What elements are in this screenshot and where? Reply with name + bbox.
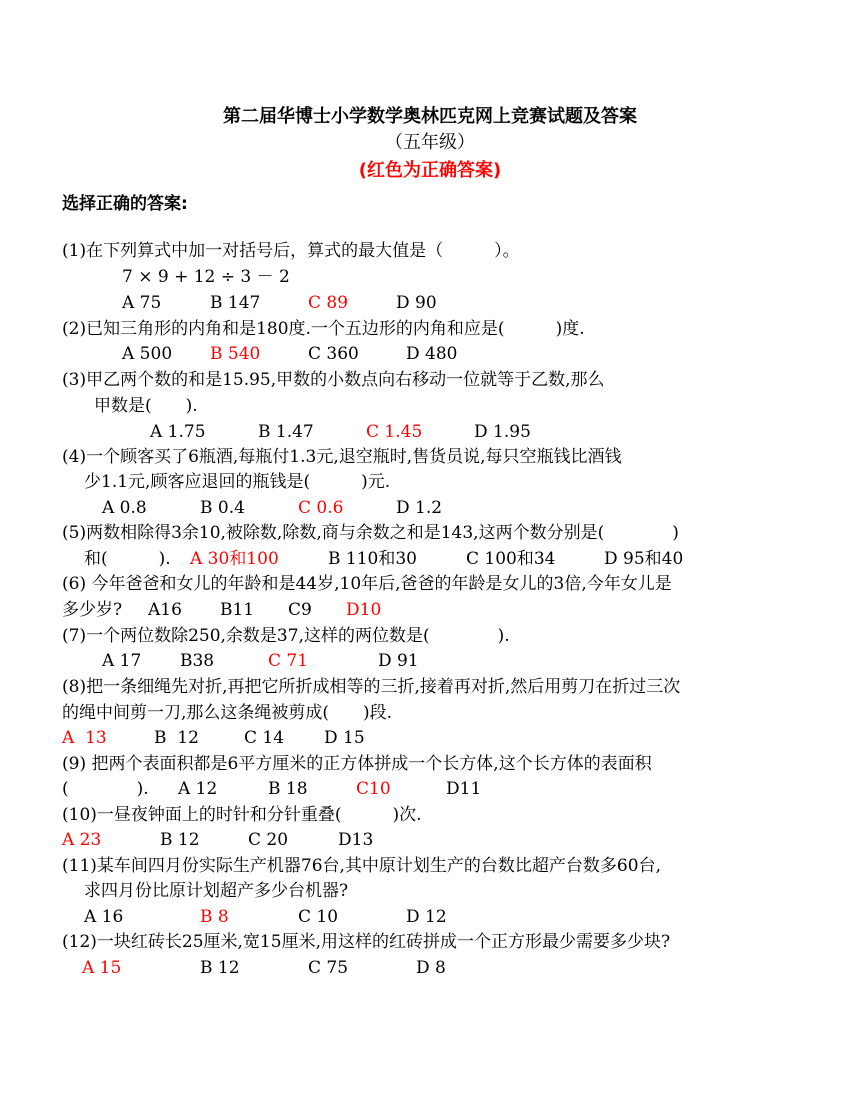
question-1-expression: 7 × 9 + 12 ÷ 3 － 2 (122, 267, 290, 287)
question-5-stem: (5)两数相除得3余10,被除数,除数,商与余数之和是143,这两个数分别是( ) (62, 523, 679, 543)
question-1-stem: (1)在下列算式中加一对括号后，算式的最大值是（ ）。 (62, 241, 520, 261)
option-a: A 16 (84, 907, 124, 927)
grade-label: （五年级） (385, 132, 475, 153)
option-d: D 480 (406, 344, 458, 364)
option-c: C 360 (308, 344, 359, 364)
option-d: D 91 (378, 651, 419, 671)
option-c: C 75 (308, 958, 349, 978)
question-8-stem-cont: 的绳中间剪一刀,那么这条绳被剪成( )段. (62, 703, 393, 723)
option-a-correct: A 13 (62, 728, 107, 748)
option-d: D 1.2 (396, 498, 443, 518)
option-d: D 1.95 (474, 422, 531, 442)
question-9-stem: (9) 把两个表面积都是6平方厘米的正方体拼成一个长方体,这个长方体的表面积 (62, 754, 652, 774)
option-b-correct: B 8 (200, 907, 229, 927)
option-b: B38 (180, 651, 215, 671)
option-d: D13 (338, 830, 374, 850)
option-a: A 1.75 (150, 422, 206, 442)
option-c: C 100和34 (466, 549, 556, 569)
option-c-correct: C 1.45 (366, 422, 423, 442)
option-a: A 75 (122, 293, 162, 313)
option-c: C 14 (244, 728, 285, 748)
option-b: B 12 (200, 958, 240, 978)
option-a-correct: A 30和100 (190, 549, 279, 569)
option-d: D 8 (416, 958, 446, 978)
option-c-correct: C 0.6 (298, 498, 344, 518)
question-11-stem: (11)某车间四月份实际生产机器76台,其中原计划生产的台数比超产台数多60台, (62, 856, 661, 876)
option-c: C 10 (298, 907, 339, 927)
option-b: B 12 (154, 728, 199, 748)
option-c: C9 (288, 600, 312, 620)
option-d: D 95和40 (604, 549, 684, 569)
question-12-stem: (12)一块红砖长25厘米,宽15厘米,用这样的红砖拼成一个正方形最少需要多少块? (62, 932, 671, 952)
option-d-correct: D10 (346, 600, 382, 620)
question-4-stem-cont: 少1.1元,顾客应退回的瓶钱是( )元. (84, 472, 391, 492)
option-b: B 147 (210, 293, 261, 313)
option-c-correct: C 89 (308, 293, 349, 313)
question-4-stem: (4)一个顾客买了6瓶酒,每瓶付1.3元,退空瓶时,售货员说,每只空瓶钱比酒钱 (62, 447, 622, 467)
question-3-stem: (3)甲乙两个数的和是15.95,甲数的小数点向右移动一位就等于乙数,那么 (62, 370, 605, 390)
question-8-stem: (8)把一条细绳先对折,再把它所折成相等的三折,接着再对折,然后用剪刀在折过三次 (62, 677, 681, 697)
option-b: B 18 (268, 779, 308, 799)
option-b: B 12 (160, 830, 200, 850)
option-d: D 90 (396, 293, 437, 313)
option-b: B11 (220, 600, 255, 620)
question-11-stem-cont: 求四月份比原计划超产多少台机器? (84, 881, 349, 901)
option-a: A 17 (102, 651, 142, 671)
option-c-correct: C 71 (268, 651, 309, 671)
section-heading: 选择正确的答案: (62, 194, 188, 214)
option-a: A 500 (122, 344, 173, 364)
question-3-stem-cont: 甲数是( ). (94, 396, 198, 416)
question-6-stem-cont: 多少岁? (62, 600, 123, 620)
option-a: A 0.8 (102, 498, 147, 518)
page-title: 第二届华博士小学数学奥林匹克网上竞赛试题及答案 (223, 106, 637, 127)
question-10-stem: (10)一昼夜钟面上的时针和分针重叠( )次. (62, 805, 422, 825)
option-c-correct: C10 (356, 779, 391, 799)
option-b: B 110和30 (328, 549, 417, 569)
option-b: B 0.4 (200, 498, 245, 518)
option-b-correct: B 540 (210, 344, 261, 364)
option-d: D 12 (406, 907, 447, 927)
option-d: D11 (446, 779, 482, 799)
question-6-stem: (6) 今年爸爸和女儿的年龄和是44岁,10年后,爸爸的年龄是女儿的3倍,今年女儿是 (62, 574, 672, 594)
question-7-stem: (7)一个两位数除250,余数是37,这样的两位数是( ). (62, 626, 510, 646)
question-5-stem-cont: 和( ). (84, 549, 171, 569)
question-2-stem: (2)已知三角形的内角和是180度.一个五边形的内角和应是( )度. (62, 319, 585, 339)
option-c: C 20 (248, 830, 289, 850)
answer-color-note: (红色为正确答案) (358, 160, 502, 181)
option-a: A 12 (178, 779, 218, 799)
option-a-correct: A 15 (82, 958, 122, 978)
option-a: A16 (148, 600, 182, 620)
option-b: B 1.47 (258, 422, 314, 442)
option-d: D 15 (324, 728, 365, 748)
question-9-stem-cont: ( ). (62, 779, 149, 799)
option-a-correct: A 23 (62, 830, 102, 850)
